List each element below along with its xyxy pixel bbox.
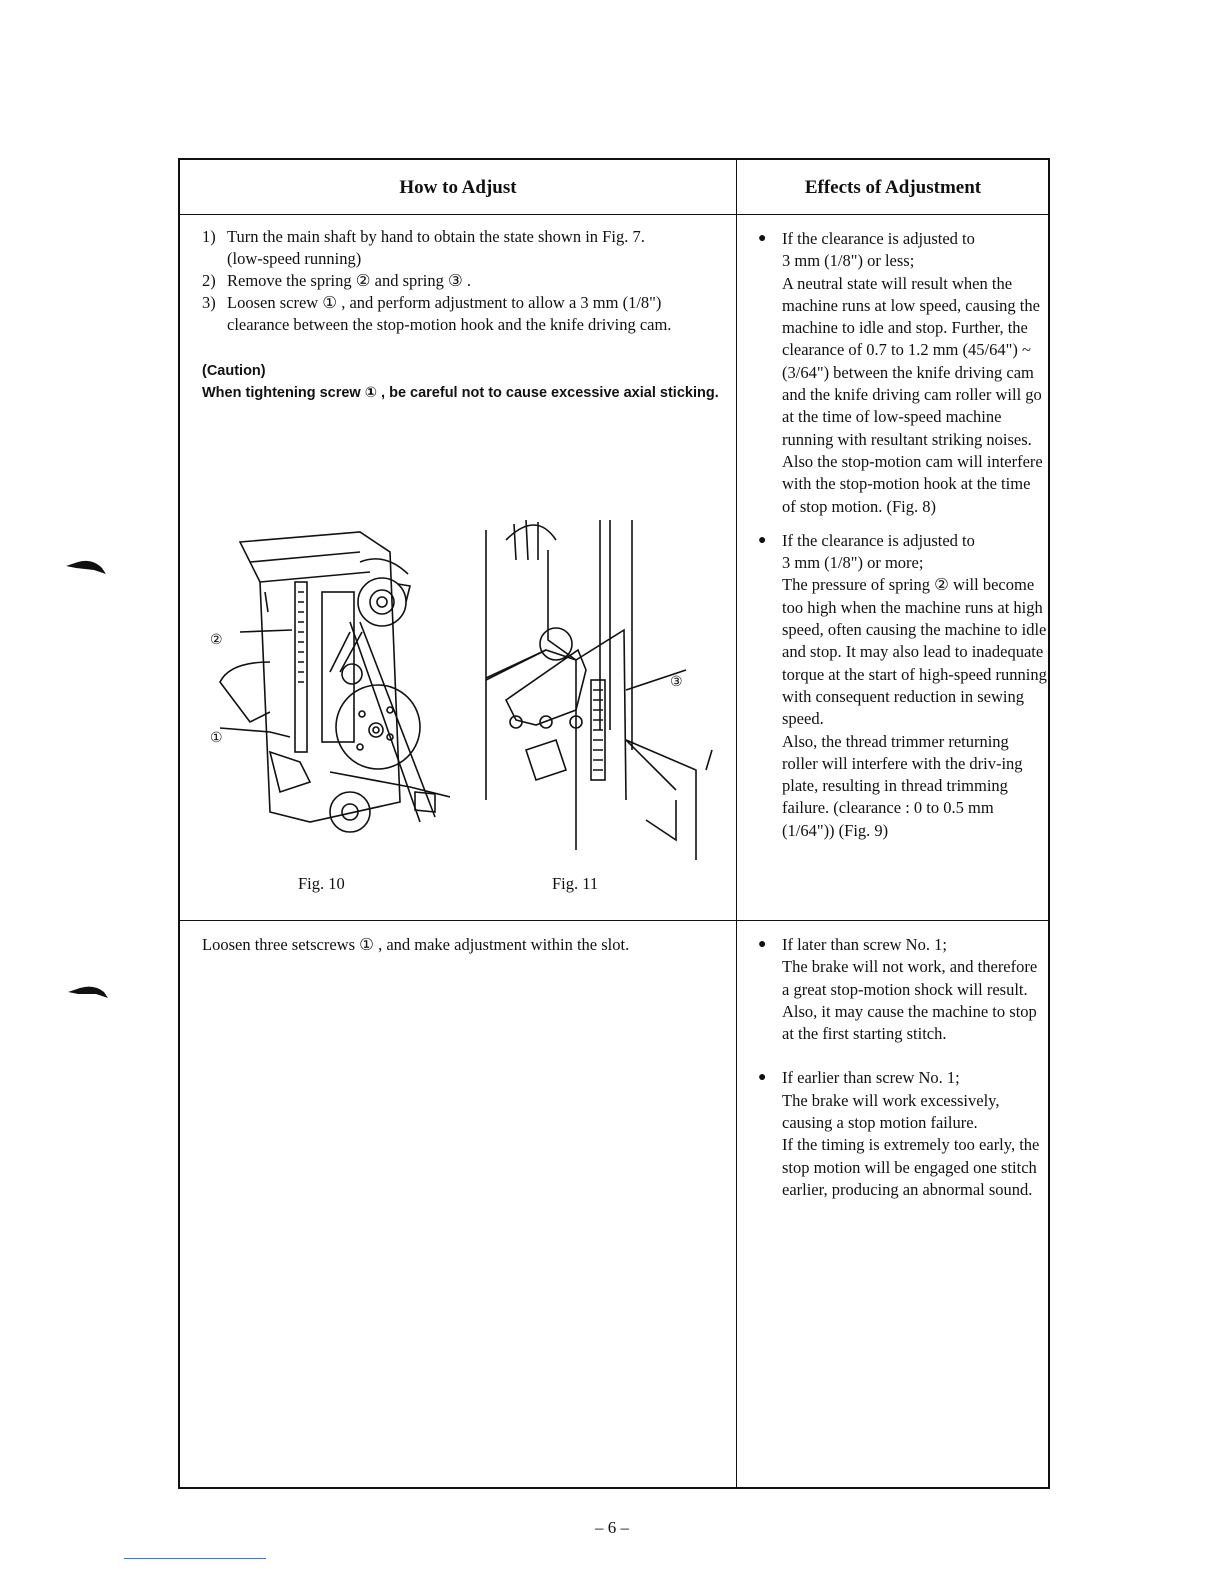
link-underline bbox=[124, 1558, 266, 1559]
step-1: 1) Turn the main shaft by hand to obtain the state shown in Fig. 7. (low-speed running) bbox=[202, 227, 645, 268]
step-3: 3) Loosen screw ① , and perform adjustment to allow a 3 mm (1/8") clearance between the stop-motion hook and the knife driving cam. bbox=[202, 293, 672, 334]
margin-mark-icon bbox=[64, 556, 108, 578]
header-effects-of-adjustment: Effects of Adjustment bbox=[804, 177, 982, 198]
effect-item: ● If the clearance is adjusted to 3 mm (1/8") or less; A neutral state will result when the machine runs at low speed, causing the machine to idle and stop. Further, the clearance of 0.7 to 1.2 mm (45/64") ~ (3/64") between the knife driving cam and the knife driving cam roller will go at the time of low-speed machine running with resultant striking noises. Also the stop-motion cam will interfere with the stop-motion hook at the time of stop motion. (Fig. 8) bbox=[758, 229, 1043, 516]
fig-10-label-2: ② bbox=[210, 633, 223, 648]
row1-effects bbox=[758, 228, 1048, 854]
margin-mark-icon bbox=[66, 982, 110, 1002]
row2-effects bbox=[758, 934, 1048, 1213]
caution-title: (Caution) bbox=[202, 363, 266, 379]
page-number: – 6 – bbox=[595, 1518, 629, 1537]
fig-11-caption: Fig. 11 bbox=[552, 874, 599, 893]
fig-10-illustration bbox=[210, 522, 450, 842]
effect-item: ● If the clearance is adjusted to 3 mm (1/8") or more; The pressure of spring ② will become too high when the machine runs at high speed, often causing the machine to idle and stop. It may also lead to inadequate torque at the start of high-speed running with consequent reduction in sewing speed. Also, the thread trimmer returning roller will interfere with the driv-ing plate, resulting in thread trimming failure. (clearance : 0 to 0.5 mm (1/64")) (Fig. 9) bbox=[758, 530, 1047, 840]
step-2: 2) Remove the spring ② and spring ③ . bbox=[202, 271, 472, 290]
adjustment-table bbox=[178, 158, 1050, 1489]
row1-how-to-adjust bbox=[202, 226, 722, 404]
fig-10-caption: Fig. 10 bbox=[298, 874, 345, 893]
effect-item: ● If later than screw No. 1; The brake will not work, and therefore a great stop-motion shock will result. Also, it may cause the machine to stop at the first starting stitch. bbox=[758, 935, 1038, 1044]
effect-item: ● If earlier than screw No. 1; The brake will work excessively, causing a stop motion failure. If the timing is extremely too early, the stop motion will be engaged one stitch earlier, producing an abnormal sound. bbox=[758, 1068, 1040, 1199]
fig-11-label-3: ③ bbox=[670, 675, 683, 690]
fig-11-illustration bbox=[476, 510, 726, 860]
fig-10-label-1: ① bbox=[210, 731, 223, 746]
row2-how-to-adjust: Loosen three setscrews ① , and make adjustment within the slot. bbox=[202, 935, 630, 954]
header-how-to-adjust: How to Adjust bbox=[399, 177, 517, 198]
caution-text: When tightening screw ① , be careful not to cause excessive axial sticking. bbox=[202, 385, 719, 401]
